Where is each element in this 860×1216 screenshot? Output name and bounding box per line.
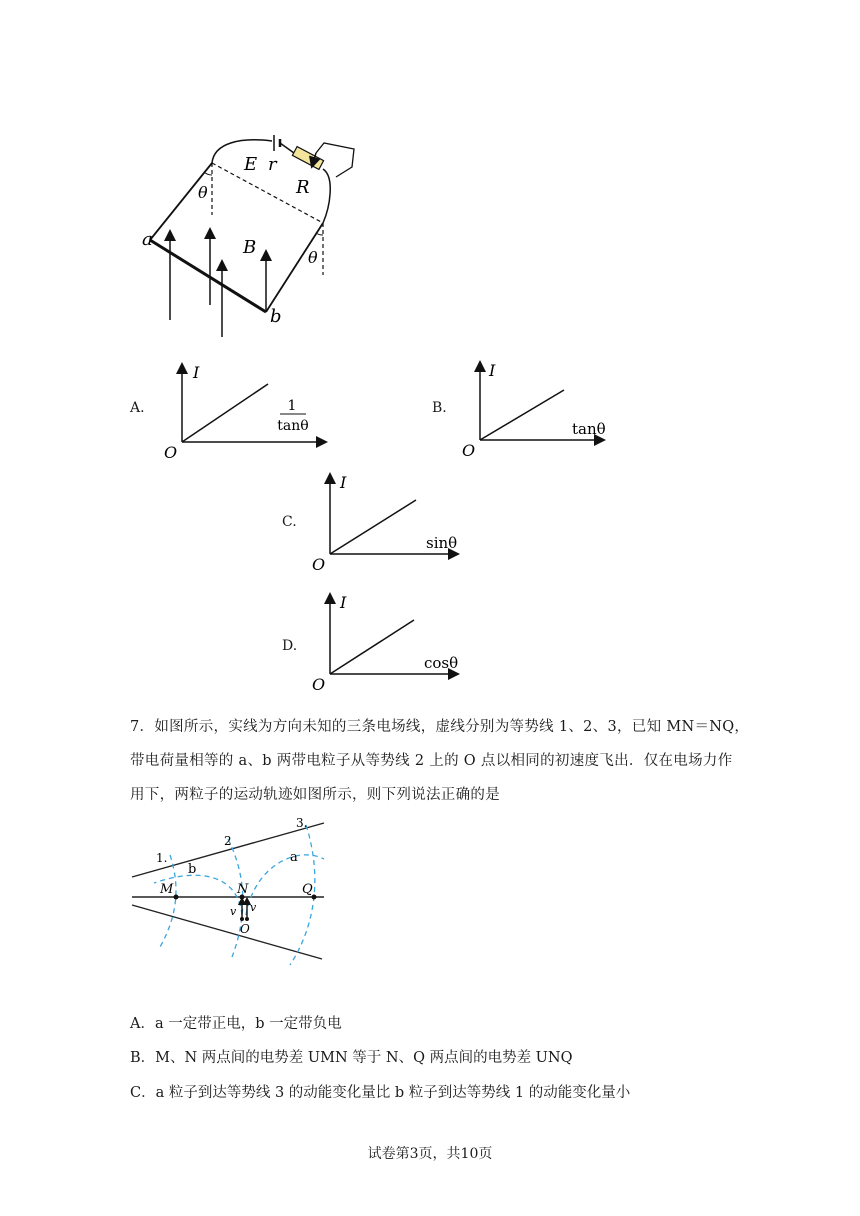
svg-text:1.: 1. (156, 851, 168, 865)
svg-text:I: I (489, 361, 496, 380)
page-footer: 试卷第3页，共10页 (367, 1146, 493, 1162)
svg-text:O: O (240, 922, 250, 936)
svg-text:2: 2 (224, 834, 232, 848)
svg-text:I: I (193, 363, 200, 382)
label-b: b (270, 306, 282, 327)
rail-circuit-figure (130, 125, 370, 340)
option-a-graph (160, 362, 330, 462)
label-r: r (268, 154, 277, 175)
svg-text:M: M (160, 882, 174, 897)
svg-text:cosθ: cosθ (424, 654, 459, 672)
svg-text:O: O (164, 443, 178, 462)
svg-text:Q: Q (302, 882, 313, 897)
field-line-bottom (132, 905, 322, 959)
question-7-line-3: 用下，两粒子的运动轨迹如图所示，则下列说法正确的是 (130, 787, 500, 803)
svg-text:a: a (290, 850, 298, 865)
svg-text:tanθ: tanθ (572, 420, 606, 438)
svg-text:1: 1 (287, 398, 297, 414)
option-b-label: B. (432, 400, 447, 416)
svg-text:b: b (188, 862, 197, 877)
right-rail (266, 223, 323, 312)
question-7-line-1: 7．如图所示，实线为方向未知的三条电场线，虚线分别为等势线 1、2、3，已知 MN＝NQ， (130, 719, 750, 735)
label-a: a (142, 229, 153, 250)
option-c-graph (310, 472, 470, 572)
answer-c: C．a 粒子到达等势线 3 的动能变化量比 b 粒子到达等势线 1 的动能变化量小 (130, 1085, 631, 1101)
svg-text:O: O (312, 555, 326, 574)
svg-text:O: O (312, 675, 326, 694)
option-d-graph (310, 592, 470, 692)
field-lines-figure (130, 815, 330, 965)
svg-text:3.: 3. (296, 816, 308, 830)
svg-text:I: I (340, 593, 347, 612)
option-d-label: D. (282, 638, 298, 654)
label-theta-1: θ (198, 183, 208, 202)
answer-b: B．M、N 两点间的电势差 UMN 等于 N、Q 两点间的电势差 UNQ (130, 1050, 573, 1066)
label-E: E (244, 154, 258, 175)
option-b-graph (460, 362, 620, 462)
svg-text:O: O (462, 441, 476, 460)
svg-text:I: I (340, 473, 347, 492)
svg-text:v: v (250, 901, 257, 914)
label-theta-2: θ (308, 248, 318, 267)
question-7-line-2: 带电荷量相等的 a、b 两带电粒子从等势线 2 上的 O 点以相同的初速度飞出．仅在电场力作 (130, 753, 733, 769)
option-c-label: C. (282, 514, 297, 530)
svg-text:N: N (237, 882, 249, 897)
svg-text:sinθ: sinθ (426, 534, 458, 552)
svg-text:v: v (230, 905, 237, 918)
label-R: R (296, 177, 310, 198)
svg-text:tanθ: tanθ (277, 418, 309, 434)
answer-a: A．a 一定带正电，b 一定带负电 (130, 1016, 342, 1032)
label-B: B (243, 237, 257, 258)
option-a-label: A. (130, 400, 145, 416)
